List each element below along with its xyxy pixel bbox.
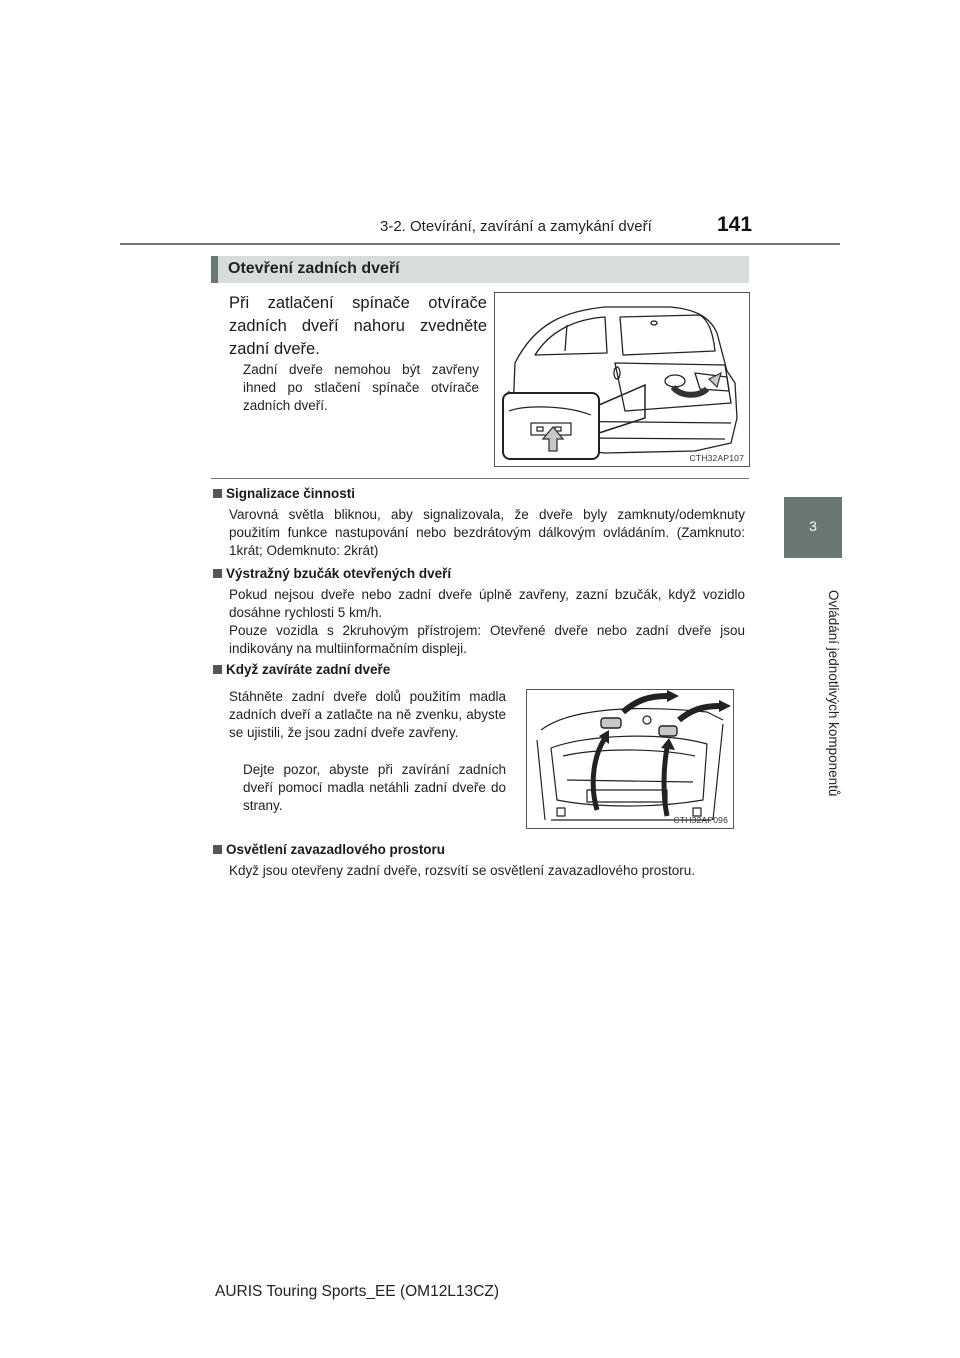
section-note: Dejte pozor, abyste při zavírání zadních dveří pomocí madla netáhli zadní dveře do strany. <box>243 762 506 813</box>
figure-code: CTH32AP107 <box>689 453 744 463</box>
section-heading: Signalizace činnosti <box>213 486 355 501</box>
section-body-2: Pouze vozidla s 2kruhovým přístrojem: Otevřené dveře nebo zadní dveře jsou indikovány na multiinformačním displeji. <box>229 623 745 656</box>
bullet-square-icon <box>213 845 222 854</box>
figure-tailgate-opener <box>494 292 750 467</box>
figure-code: CTH32AP096 <box>673 815 728 825</box>
bullet-square-icon <box>213 569 222 578</box>
chapter-number: 3 <box>809 518 817 534</box>
section-separator <box>211 478 749 479</box>
header-rule <box>120 243 840 245</box>
figure-tailgate-handle <box>526 689 734 829</box>
bullet-square-icon <box>213 489 222 498</box>
bullet-square-icon <box>213 665 222 674</box>
banner-accent-bar <box>211 256 218 283</box>
section-body: Stáhněte zadní dveře dolů použitím madla zadních dveří a zatlačte na ně zvenku, abyste se ujistili, že jsou zadní dveře zavřeny. <box>229 689 506 740</box>
section-body: Varovná světla bliknou, aby signalizovala, že dveře byly zamknuty/odemknuty použitím funkce nastupování nebo bezdrátovým dálkovým ovládáním. (Zamknuto: 1krát; Odemknuto: 2krát) <box>229 507 745 558</box>
section-heading: Osvětlení zavazadlového prostoru <box>213 842 445 857</box>
page-number: 141 <box>717 213 753 236</box>
section-heading: Když zavíráte zadní dveře <box>213 662 390 677</box>
section-banner <box>211 256 749 283</box>
header-section-title: 3-2. Otevírání, zavírání a zamykání dveří <box>380 218 652 235</box>
banner-title: Otevření zadních dveří <box>228 260 400 277</box>
footer-manual-id: AURIS Touring Sports_EE (OM12L13CZ) <box>215 1283 499 1300</box>
car-rear-illustration <box>495 293 749 466</box>
section-body: Když jsou otevřeny zadní dveře, rozsvítí se osvětlení zavazadlového prostoru. <box>229 863 695 878</box>
intro-text: Při zatlačení spínače otvírače zadních dveří nahoru zvedněte zadní dveře. <box>229 294 487 358</box>
chapter-title: Ovládání jednotlivých komponentů <box>826 589 841 797</box>
tailgate-interior-illustration <box>527 690 733 828</box>
section-body: Pokud nejsou dveře nebo zadní dveře úplně zavřeny, zazní bzučák, když vozidlo dosáhne rychlosti 5 km/h. <box>229 587 745 620</box>
intro-note: Zadní dveře nemohou být zavřeny ihned po stlačení spínače otvírače zadních dveří. <box>243 362 479 413</box>
section-heading: Výstražný bzučák otevřených dveří <box>213 566 451 581</box>
